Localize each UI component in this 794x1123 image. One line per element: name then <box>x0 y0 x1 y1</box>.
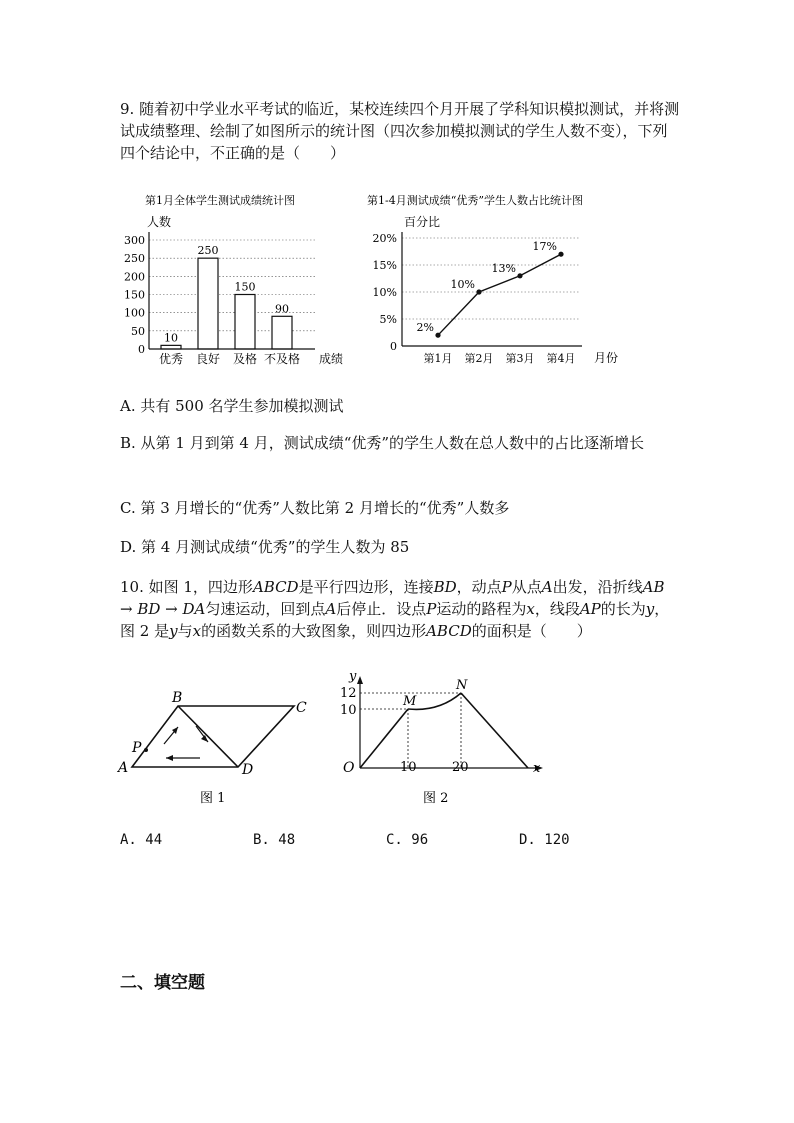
line-category-label: 第3月 <box>505 352 535 365</box>
bar-category-label: 及格 <box>232 352 258 366</box>
q9-option-b: B. 从第 1 月到第 4 月，测试成绩“优秀”的学生人数在总人数中的占比逐渐增长 <box>120 434 645 452</box>
q9-option-d: D. 第 4 月测试成绩“优秀”的学生人数为 85 <box>120 538 410 556</box>
bar-data-label: 150 <box>234 280 256 294</box>
bar-ytick-label: 250 <box>124 252 145 266</box>
fig2-label-n: N <box>456 678 468 693</box>
fig2-xtick-10: 10 <box>400 760 417 775</box>
bar <box>198 258 218 349</box>
line-data-label: 10% <box>450 278 475 291</box>
q9-option-c: C. 第 3 月增长的“优秀”人数比第 2 月增长的“优秀”人数多 <box>120 499 510 517</box>
bar-data-label: 250 <box>197 244 219 258</box>
fig2-ytick-10: 10 <box>340 703 357 718</box>
bar <box>272 316 292 349</box>
line-point <box>476 289 481 294</box>
bar-ytick-label: 50 <box>131 324 145 338</box>
line-ytick-label: 0 <box>390 340 397 353</box>
bar-ytick-label: 300 <box>124 234 145 247</box>
figure-1-caption: 图 1 <box>200 791 226 806</box>
bar-chart-ylabel: 人数 <box>147 215 172 229</box>
bar-chart <box>115 188 355 368</box>
bar-category-label: 优秀 <box>158 352 184 366</box>
line-point <box>517 273 522 278</box>
fig1-label-p: P <box>132 740 142 756</box>
line-category-label: 第4月 <box>546 352 576 365</box>
fig1-label-c: C <box>296 700 307 716</box>
line-ytick-label: 15% <box>372 259 397 272</box>
question-10-text: 10. 如图 1，四边形ABCD是平行四边形，连接BD，动点P从点A出发，沿折线AB → BD → DA匀速运动，回到点A后停止．设点P运动的路程为x，线段AP的长为y，图 2 是y与x的函数关系的大致图象，则四边形ABCD的面积是（ ） <box>120 578 670 640</box>
bar-ytick-label: 0 <box>138 343 145 356</box>
line-category-label: 第1月 <box>423 352 453 365</box>
q9-option-a: A. 共有 500 名学生参加模拟测试 <box>120 397 344 415</box>
fig1-label-d: D <box>242 762 254 778</box>
bar-data-label: 10 <box>164 331 178 345</box>
line-data-label: 13% <box>491 261 516 275</box>
fig2-ytick-12: 12 <box>340 686 357 701</box>
fig2-label-x: x <box>533 761 541 776</box>
line-ytick-label: 5% <box>379 313 397 326</box>
line-chart <box>362 188 652 368</box>
bar-category-label: 不及格 <box>263 352 301 366</box>
figure-2-graph <box>335 668 555 810</box>
section-title: 二、填空题 <box>120 973 205 993</box>
fig2-xtick-20: 20 <box>452 760 469 775</box>
bar-ytick-label: 200 <box>124 270 145 284</box>
fig1-label-a: A <box>118 760 129 776</box>
bar <box>235 295 255 350</box>
question-9-text: 9. 随着初中学业水平考试的临近，某校连续四个月开展了学科知识模拟测试，并将测试成绩整理、绘制了如图所示的统计图（四次参加模拟测试的学生人数不变），下列四个结论中，不正确的是（ ） <box>120 100 680 162</box>
q10-choice-d: D. 120 <box>519 832 570 848</box>
line-point <box>435 333 440 338</box>
figure-1-parallelogram <box>110 690 320 810</box>
bar-ytick-label: 150 <box>124 288 145 302</box>
line-category-label: 第2月 <box>464 352 494 365</box>
fig2-label-y: y <box>349 669 357 684</box>
line-chart-xlabel: 月份 <box>594 351 619 365</box>
fig2-label-o: O <box>343 760 355 776</box>
line-point <box>558 252 563 257</box>
line-ytick-label: 10% <box>372 286 397 299</box>
bar-data-label: 90 <box>275 302 289 316</box>
fig2-label-m: M <box>403 694 417 709</box>
figure-2-caption: 图 2 <box>423 791 449 806</box>
q10-choice-a: A. 44 <box>120 832 163 848</box>
bar-chart-xlabel: 成绩 <box>319 352 344 366</box>
line-data-label: 17% <box>532 240 557 254</box>
q10-choice-c: C. 96 <box>386 832 429 848</box>
q10-choice-b: B. 48 <box>253 832 296 848</box>
bar-chart-title: 第1月全体学生测试成绩统计图 <box>145 194 295 207</box>
bar-ytick-label: 100 <box>124 306 145 320</box>
line-chart-title: 第1-4月测试成绩“优秀”学生人数占比统计图 <box>367 194 583 207</box>
bar-category-label: 良好 <box>195 352 221 366</box>
fig1-label-b: B <box>172 690 183 706</box>
line-chart-ylabel: 百分比 <box>404 215 441 229</box>
line-ytick-label: 20% <box>372 232 397 245</box>
line-data-label: 2% <box>416 321 434 335</box>
